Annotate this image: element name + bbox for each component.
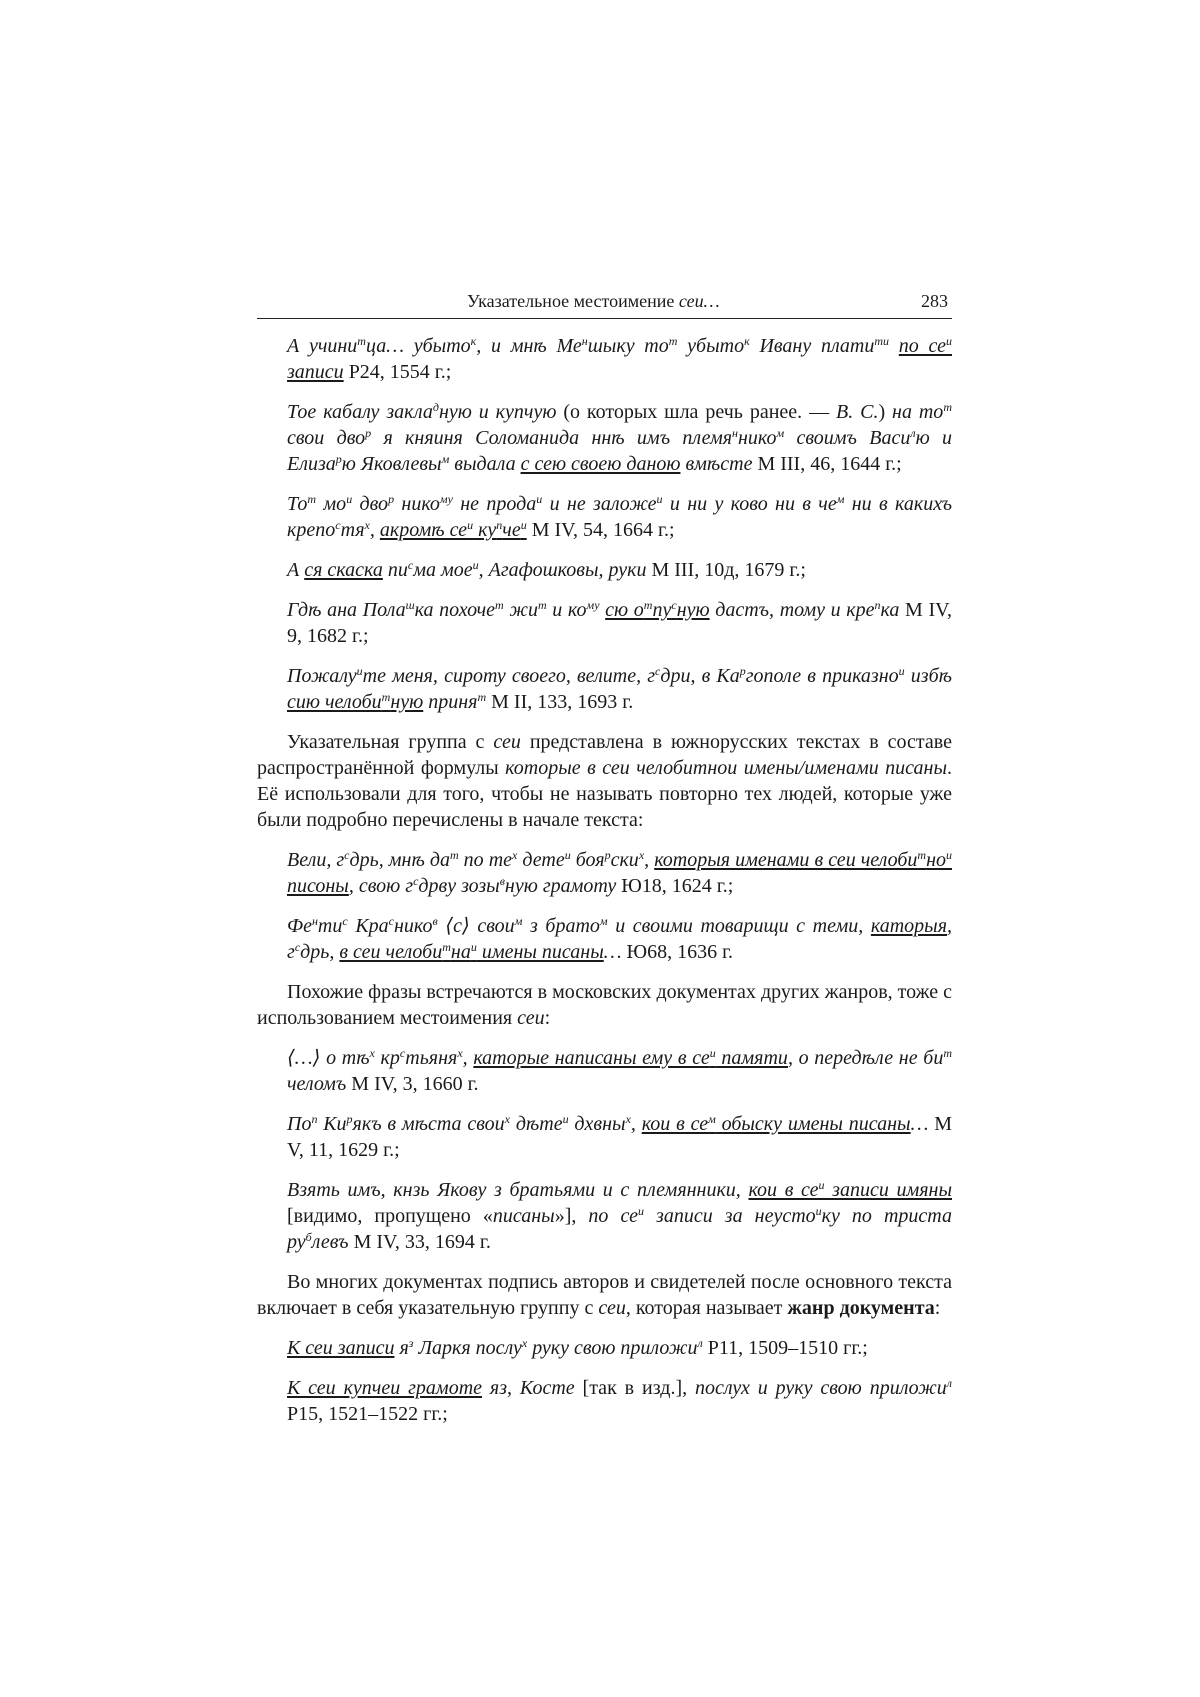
examples-group-2: [257, 847, 952, 965]
example-entry: Взять имъ, кнзь Якову з братьями и с племянники, кои в $се^и$ записи имяны [видимо, пропущено «писаны»], по $се^и$ записи за неусто$^и$ку по триста $ру^блевъ$ М IV, 33, 1694 г.: [287, 1178, 952, 1253]
page-number: 283: [921, 291, 948, 311]
example-entry: ⟨…⟩ о $тѣ^х$ $кр^стьяня^х$, каторые написаны ему в $се^и$ памяти, о передѣле не $би^т$ челомъ М IV, 3, 1660 г.: [287, 1046, 953, 1095]
example-entry: Пожалу$^и$те меня, сироту своего, велите, $г^сдри$, в $Ка^ргополе$ в приказно$^и$ избѣ сию челоби$^т$ную приня$^т$ М II, 133, 1693 г.: [287, 664, 952, 713]
example-entry: Гдѣ ана Пола$^ш$ка похоче$^т$ $жи^т$ и $ко^{му}$ сю $о^тпу^сную$ дастъ, тому и кре$^п$ка М IV, 9, 1682 г.;: [287, 598, 953, 647]
example-entry: Вели, $г^сдрь$, мнѣ $да^т$ по $те^х$ дете$^и$ боя$^р$ски$^х$, которыя именами в сеи $челоби^тно^и$ писоны, свою $г^сдрву$ зозы$^в$ную грамоту Ю18, 1624 г.;: [287, 848, 953, 897]
page-content: [257, 286, 952, 1427]
example-entry: А ся скаска $пи^сма$ мое$^и$, Агафошковы, руки М III, 10д, 1679 г.;: [287, 558, 806, 581]
running-header: [257, 286, 952, 319]
example-entry: К сеи купчеи грамоте яз, Косте [так в изд.], послух и руку свою приложи$^л$ Р15, 1521–1522 гг.;: [287, 1376, 952, 1425]
examples-group-4: [257, 1335, 952, 1427]
examples-group-1: [257, 333, 952, 715]
paragraph-2: Похожие фразы встречаются в московских документах других жанров, тоже с использованием местоимения сеи:: [257, 981, 952, 1029]
paragraph-3: Во многих документах подпись авторов и свидетелей после основного текста включает в себя указательную группу с сеи, которая называет жанр документа:: [257, 1271, 952, 1319]
example-entry: А учини$^т$ца… убыто$^к$, и мнѣ $Ме^ншыку$ $то^т$ убыто$^к$ Ивану плати$^{ти}$ по $се^и$ записи Р24, 1554 г.;: [287, 334, 953, 383]
examples-group-3: [257, 1045, 952, 1255]
running-title: Указательное местоимение сеи…: [467, 291, 720, 311]
example-entry: К сеи записи $я^з$ Ларкя послу$^х$ руку свою приложи$^л$ Р11, 1509–1510 гг.;: [287, 1336, 868, 1359]
example-entry: $То^т$ $мо^и$ дво$^р$ нико$^{му}$ не прода$^и$ и не заложе$^и$ и ни у ково ни в $че^м$ ни в какихъ $крепо^стя^х$, акромѣ $се^и$ $ку^пче^и$ М IV, 54, 1664 г.;: [287, 492, 952, 541]
paragraph-1: Указательная группа с сеи представлена в южнорусских текстах в составе распространённой формулы которые в сеи челобитнои имены/именами писаны. Её использовали для того, чтобы не называть повторно тех людей, которые уже были подробно перечислены в начале текста:: [257, 731, 952, 831]
example-entry: $По^п$ $Ки^рякъ$ в мѣста свои$^х$ дѣте$^и$ дхвны$^х$, кои в $се^м$ обыску имены писаны… М V, 11, 1629 г.;: [287, 1112, 952, 1161]
example-entry: Тое кабалу закла$^д$ную и купчую (о которых шла речь ранее. — В. С.) на $то^т$ свои дво$^р$ я княиня Соломанида ннѣ имъ племя$^н$нико$^м$ своимъ Васи$^л$ю и Елиза$^р$ю Яковлевы$^м$ выдала с сею своею даною вмѣсте М III, 46, 1644 г.;: [287, 400, 952, 475]
running-title-italic: сеи…: [678, 291, 720, 311]
example-entry: $Фе^нти^с$ Кра$^с$нико$^в$ ⟨с⟩ свои$^м$ з брато$^м$ и своими товарищи с теми, каторыя, $г^сдрь$, в сеи $челоби^тна^и$ имены писаны… Ю68, 1636 г.: [287, 914, 953, 963]
